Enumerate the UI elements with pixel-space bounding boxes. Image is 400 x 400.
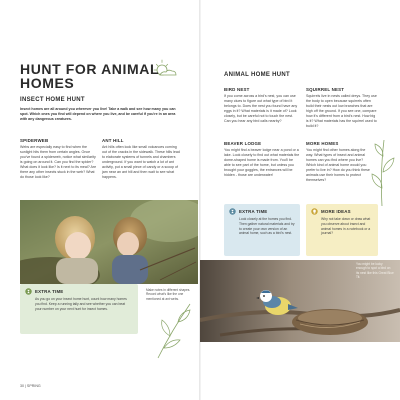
beaver-lodge-text: You might find a beaver lodge near a pond or a lake. Look closely to find out what materials the dome-shaped home is made from. You'll be able to see part of the home, but unless you brought your goggles, the entrances will be hidden - those are underwater! [224,148,300,177]
hourglass-icon [25,288,32,295]
spiderweb-heading: SPIDERWEB [20,138,49,143]
hourglass-icon [229,208,236,215]
lightbulb-icon [311,208,318,215]
photo-caption: Make notes in different shapes. Record what's like the one mentioned at ant webs. [146,288,191,301]
extra-time-right-text: Look closely at the homes you find. Then gather natural materials and try to create your own version of an animal home, such as a bird's nest. [239,217,295,236]
extra-time-title: EXTRA TIME [35,289,64,294]
page-title: HUNT FOR ANIMAL HOMES [20,61,159,91]
more-ideas-title: MORE IDEAS [321,209,351,214]
squirrel-nest-heading: SQUIRREL NEST [306,87,345,92]
ant-hill-text: Ant hills often look like small volcanoes coming out of the cracks in the sidewalk. These hills lead to elaborate systems of tunnels and chambers underground. If you want to watch a lot of ant activity, put a small piece of candy or a scoop of jam near an ant hill and then wait to see what happens. [102,145,180,179]
more-homes-text: You might find other homes along the way. What types of insect and animal homes can you find where you live? Which kind of animal home would you prefer to live in? How do you think these animals use their homes to protect themselves? [306,148,370,182]
children-photo [20,200,198,284]
leaf-sprig-icon [368,138,396,208]
bird-nest-heading: BIRD NEST [224,87,250,92]
children-photo-art [20,200,198,284]
right-page [200,0,400,400]
extra-time-box-right [224,204,300,256]
beaver-lodge-heading: BEAVER LODGE [224,141,262,146]
ant-hill-heading: ANT HILL [102,138,124,143]
extra-time-right-title: EXTRA TIME [239,209,268,214]
animal-hunt-heading: ANIMAL HOME HUNT [224,72,291,78]
leaf-sprig-icon [150,300,195,360]
insect-hunt-heading: INSECT HOME HUNT [20,97,85,103]
extra-time-box [20,284,138,334]
insect-hunt-intro: Insect homes are all around you wherever you live! Take a walk and see how many you can spot. Which ones you find will depend on where you live, and be careful if you're in an area with any dangerous creatures. [20,107,176,121]
extra-time-text: As you go on your insect home hunt, count how many homes you find. Keep a running tally and see whether you can beat your number on your next hunt for insect homes. [35,297,127,311]
bird-nest-text: If you come across a bird's nest, you can use many clues to figure out what type of bird it belongs to. Does the nest you found have any eggs in it? What materials is it made of? Look closely, but be careful not to touch the nest. Can you hear any bird calls nearby? [224,94,298,123]
spiderweb-text: Webs are especially easy to find when the sunlight hits them from certain angles. Once you've found a spiderweb, notice what similarity is going on around it. Can you find the spider? What does it look like? Is it next to its meal? Are there any other insects stuck in the web? What do those look like? [20,145,97,179]
more-ideas-text: Why not take down or draw what you observe about insect and animal homes in a notebook or a journal? [321,217,371,236]
bird-photo-caption: You might be lucky enough to spot a bird on its nest like this Great Blue Tit. [356,262,394,280]
more-ideas-box [306,204,378,256]
page-folio: 30 | SPRING [20,384,41,388]
more-homes-heading: MORE HOMES [306,141,339,146]
squirrel-nest-text: Squirrels live in nests called dreys. They use the body to open because squirrels often build their nests out low branches that are high off the ground. If you see one, compare how it's different from a bird's nest. How big is it? What materials has the squirrel used to build it? [306,94,377,128]
